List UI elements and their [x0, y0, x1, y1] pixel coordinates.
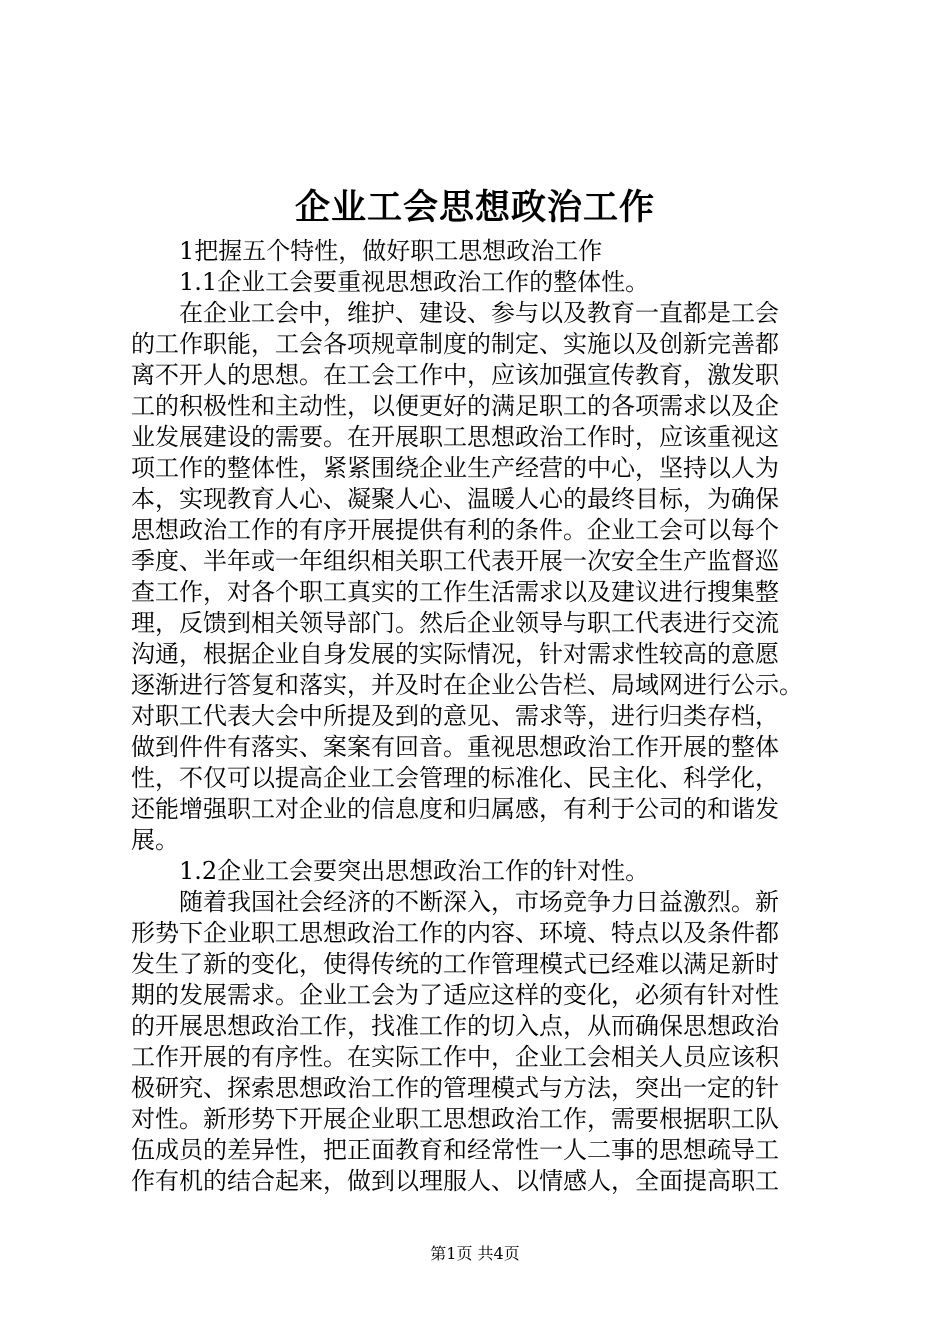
text-line: 极研究、探索思想政治工作的管理模式与方法，突出一定的针	[131, 1074, 779, 1102]
text-line: 展。	[131, 826, 179, 854]
text-line: 季度、半年或一年组织相关职工代表开展一次安全生产监督巡	[131, 547, 779, 575]
text-line: 理，反馈到相关领导部门。然后企业领导与职工代表进行交流	[131, 609, 779, 637]
text-line: 沟通，根据企业自身发展的实际情况，针对需求性较高的意愿	[131, 640, 779, 668]
text-line: 做到件件有落实、案案有回音。重视思想政治工作开展的整体	[131, 733, 779, 761]
text-line: 的工作职能，工会各项规章制度的制定、实施以及创新完善都	[131, 330, 779, 358]
text-line: 业发展建设的需要。在开展职工思想政治工作时，应该重视这	[131, 423, 779, 451]
document-title: 企业工会思想政治工作	[294, 187, 655, 228]
text-line: 逐渐进行答复和落实，并及时在企业公告栏、局域网进行公示。	[131, 671, 803, 699]
text-line: 本，实现教育人心、凝聚人心、温暖人心的最终目标，为确保	[131, 485, 779, 513]
text-line: 项工作的整体性，紧紧围绕企业生产经营的中心，坚持以人为	[131, 454, 779, 482]
text-line: 期的发展需求。企业工会为了适应这样的变化，必须有针对性	[131, 981, 779, 1009]
page-footer: 第1页 共4页	[430, 1244, 520, 1263]
text-line: 对职工代表大会中所提及到的意见、需求等，进行归类存档，	[131, 702, 779, 730]
text-line: 还能增强职工对企业的信息度和归属感，有利于公司的和谐发	[131, 795, 779, 823]
text-line: 1.1企业工会要重视思想政治工作的整体性。	[179, 268, 650, 296]
text-line: 随着我国社会经济的不断深入，市场竞争力日益激烈。新	[179, 888, 779, 916]
text-line: 工的积极性和主动性，以便更好的满足职工的各项需求以及企	[131, 392, 779, 420]
text-line: 发生了新的变化，使得传统的工作管理模式已经难以满足新时	[131, 950, 779, 978]
text-line: 作有机的结合起来，做到以理服人、以情感人，全面提高职工	[131, 1167, 779, 1195]
text-line: 离不开人的思想。在工会工作中，应该加强宣传教育，激发职	[131, 361, 779, 389]
text-line: 查工作，对各个职工真实的工作生活需求以及建议进行搜集整	[131, 578, 779, 606]
text-line: 伍成员的差异性，把正面教育和经常性一人二事的思想疏导工	[131, 1136, 779, 1164]
text-line: 1把握五个特性，做好职工思想政治工作	[179, 237, 603, 265]
text-line: 对性。新形势下开展企业职工思想政治工作，需要根据职工队	[131, 1105, 779, 1133]
text-line: 思想政治工作的有序开展提供有利的条件。企业工会可以每个	[131, 516, 779, 544]
text-line: 在企业工会中，维护、建设、参与以及教育一直都是工会	[179, 299, 779, 327]
text-line: 性，不仅可以提高企业工会管理的标准化、民主化、科学化，	[131, 764, 779, 792]
text-line: 形势下企业职工思想政治工作的内容、环境、特点以及条件都	[131, 919, 779, 947]
text-line: 的开展思想政治工作，找准工作的切入点，从而确保思想政治	[131, 1012, 779, 1040]
text-line: 1.2企业工会要突出思想政治工作的针对性。	[179, 857, 650, 885]
text-line: 工作开展的有序性。在实际工作中，企业工会相关人员应该积	[131, 1043, 779, 1071]
document-body	[131, 236, 843, 1197]
